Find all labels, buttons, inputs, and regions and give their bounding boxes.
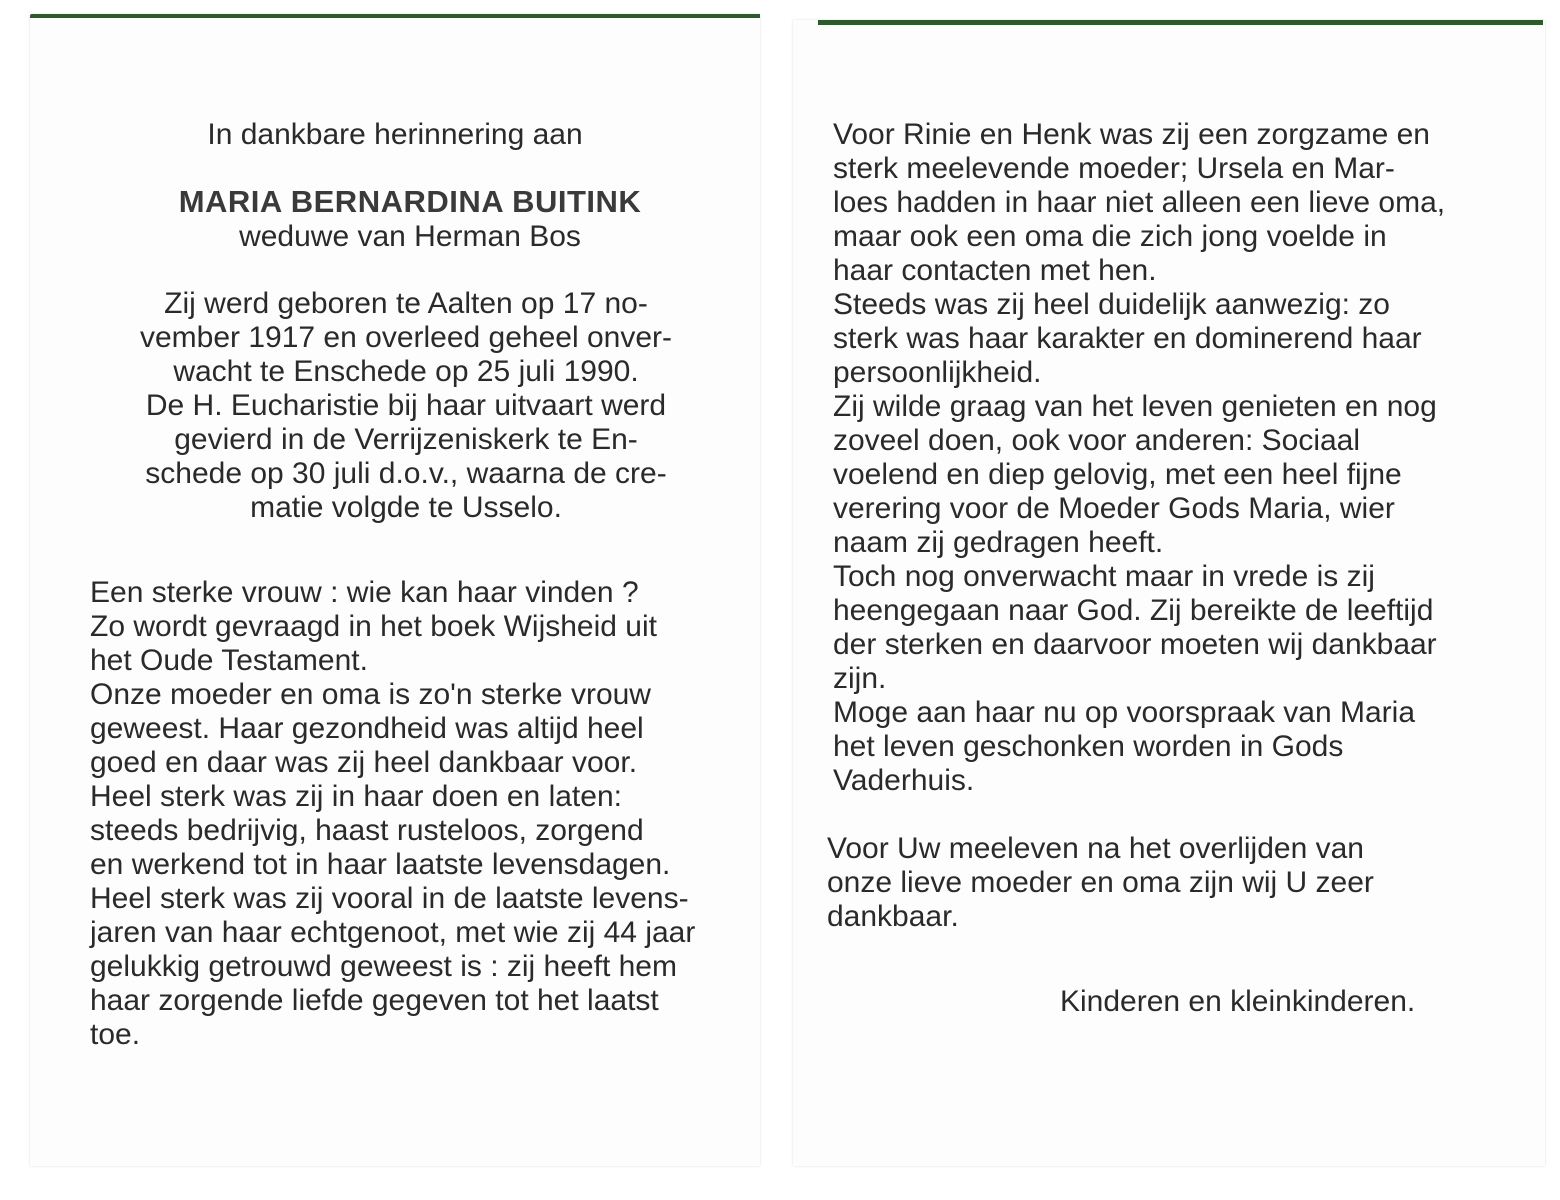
remembrance-line: persoonlijkheid. [833,356,1042,389]
tribute-line: steeds bedrijvig, haast rusteloos, zorgend [90,814,644,847]
remembrance-line: verering voor de Moeder Gods Maria, wier [833,492,1395,525]
bio-line: De H. Eucharistie bij haar uitvaart werd [145,389,667,422]
tribute-line: haar zorgende liefde gegeven tot het laatst [90,984,659,1017]
remembrance-line: zijn. [833,662,887,695]
bio-line: vember 1917 en overleed geheel onver- [139,321,673,354]
remembrance-line: Voor Rinie en Henk was zij een zorgzame en [833,118,1430,151]
card-top-edge [30,14,760,18]
tribute-paragraph [90,576,718,1052]
remembrance-line: zoveel doen, ook voor anderen: Sociaal [833,424,1361,457]
memorial-card-left [30,14,760,1166]
signature-line: Kinderen en kleinkinderen. [1060,985,1416,1018]
remembrance-line: haar contacten met hen. [833,254,1157,287]
tribute-line: toe. [90,1018,141,1051]
remembrance-line: loes hadden in haar niet alleen een lieve oma, [833,186,1446,219]
tribute-line: Heel sterk was zij vooral in de laatste levens- [90,882,689,915]
remembrance-line: Moge aan haar nu op voorspraak van Maria [833,696,1416,729]
tribute-line: jaren van haar echtgenoot, met wie zij 44 jaar [90,916,696,949]
deceased-name: MARIA BERNARDINA BUITINK [178,184,642,219]
widow-of-line: weduwe van Herman Bos [239,220,581,253]
remembrance-line: heengegaan naar God. Zij bereikte de leeftijd [833,594,1434,627]
bio-line: Zij werd geboren te Aalten op 17 no- [164,287,648,320]
remembrance-line: maar ook een oma die zich jong voelde in [833,220,1387,253]
remembrance-line: naam zij gedragen heeft. [833,526,1164,559]
tribute-line: Onze moeder en oma is zo'n sterke vrouw [90,678,651,711]
remembrance-line: Vaderhuis. [833,764,975,797]
tribute-line: goed en daar was zij heel dankbaar voor. [90,746,638,779]
remembrance-line: voelend en diep gelovig, met een heel fijne [833,458,1402,491]
thanks-line: onze lieve moeder en oma zijn wij U zeer [827,866,1374,899]
thanks-paragraph [827,832,1467,934]
memorial-card-right [793,20,1545,1166]
intro-line: In dankbare herinnering aan [207,118,583,151]
remembrance-line: Zij wilde graag van het leven genieten en nog [833,390,1437,423]
bio-line: wacht te Enschede op 25 juli 1990. [173,355,639,388]
tribute-line: Een sterke vrouw : wie kan haar vinden ? [90,576,639,609]
card-top-edge [818,20,1543,25]
tribute-line: Zo wordt gevraagd in het boek Wijsheid uit [90,610,657,643]
remembrance-line: sterk was haar karakter en dominerend haar [833,322,1422,355]
bio-line: matie volgde te Usselo. [250,491,562,524]
remembrance-line: der sterken en daarvoor moeten wij dankbaar [833,628,1437,661]
biography-paragraph [96,287,716,525]
remembrance-line: Steeds was zij heel duidelijk aanwezig: zo [833,288,1390,321]
tribute-line: het Oude Testament. [90,644,368,677]
bio-line: schede op 30 juli d.o.v., waarna de cre- [145,457,667,490]
tribute-line: gelukkig getrouwd geweest is : zij heeft hem [90,950,677,983]
remembrance-line: het leven geschonken worden in Gods [833,730,1344,763]
remembrance-paragraph [833,118,1473,798]
bio-line: gevierd in de Verrijzeniskerk te En- [174,423,638,456]
thanks-line: Voor Uw meeleven na het overlijden van [827,832,1364,865]
thanks-line: dankbaar. [827,900,959,933]
remembrance-line: sterk meelevende moeder; Ursela en Mar- [833,152,1395,185]
remembrance-line: Toch nog onverwacht maar in vrede is zij [833,560,1375,593]
tribute-line: geweest. Haar gezondheid was altijd heel [90,712,644,745]
tribute-line: Heel sterk was zij in haar doen en laten: [90,780,622,813]
tribute-line: en werkend tot in haar laatste levensdagen. [90,848,671,881]
